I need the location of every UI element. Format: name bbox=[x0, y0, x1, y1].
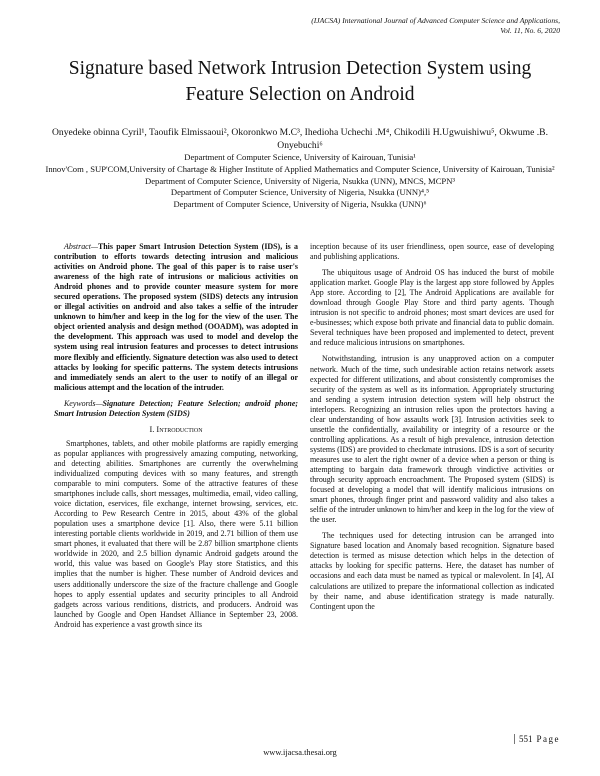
page-number-value: 551 bbox=[519, 734, 533, 744]
affiliations bbox=[34, 152, 566, 211]
left-column bbox=[54, 242, 298, 636]
affiliation-5: Department of Computer Science, University of Nigeria, Nsukka (UNN)⁶ bbox=[173, 199, 427, 210]
keywords-text: Signature Detection; Feature Selection; android phone; Smart Intrusion Detection System (SIDS) bbox=[54, 398, 298, 418]
intro-paragraph-4: The techniques used for detecting intrusion can be arranged into Signature based location and Anomaly based recognition. Signature based detection is termed as misuse detection which helps in the detection of attacks by looking for specific patterns. Here, the dataset has number of occasions and each data must be named as typical or malevolent. In [4], AI calculations are utilized to prepare the informational collection as indicated by their name, and abuse identification strategy is made naturally. Contingent upon the bbox=[310, 531, 554, 611]
abstract bbox=[54, 242, 298, 393]
journal-header-line1: (IJACSA) International Journal of Advanced Computer Science and Applications, bbox=[311, 16, 560, 25]
affiliation-2: Innov'Com , SUP'COM,University of Chartage & Higher Institute of Applied Mathematics and Computer Science, University of Kairouan, Tunisia² bbox=[45, 163, 555, 174]
affiliation-4: Department of Computer Science, University of Nigeria, Nsukka (UNN)⁴,⁵ bbox=[170, 187, 430, 198]
intro-paragraph-1-continued: inception because of its user friendliness, open source, ease of developing and publishing applications. bbox=[310, 242, 554, 262]
abstract-text: This paper Smart Intrusion Detection System (IDS), is a contribution to efforts towards detecting intrusion and malicious activities on Android phone. The goal of this paper is to raise user's awareness of the high rate of intrusions or malicious activities on Android phones and to provide counter measure system for more secured operations. The proposed system (SIDS) detects any intrusion or illegal activities on android and also takes a selfie of the intruder unknown to him/her and keep in the log for the view of the user. The object oriented analysis and design method (OOADM), was adopted in the development. This approach was used to model and develop the system using real intrusion features and processes to detect intrusions more flexibly and efficiently. Signature detection was also used to detect attacks by looking for specific patterns. The system detects intrusions and immediately sends an alert to the user to notify of an illegal or malicious attempt and the location of the intruder. bbox=[54, 242, 298, 392]
page-word: Page bbox=[536, 734, 560, 744]
section-heading-introduction: I. Introduction bbox=[149, 424, 203, 434]
author-list: Onyedeke obinna Cyril¹, Taoufik Elmissaoui², Okoronkwo M.C³, Ihedioha Uchechi .M⁴, Chikodili H.Ugwuishiwu⁵, Okwume .B. Onyebuchi⁶ bbox=[52, 127, 548, 151]
intro-paragraph-1: Smartphones, tablets, and other mobile platforms are rapidly emerging as popular appliances with progressively amazing computing, networking, and detecting abilities. Smartphones are currently the overwhelming individualized computing devices with so many features, and strength comparable to mini computers. Some of the attractive features of these smartphones include calls, short messages, multimedia, email, video calling, voice dictation, eservices, file exchange, internet browsing, services, etc. According to Pew Research Centre in 2015, about 43% of the global population uses a smartphone device [1]. Also, there were 5.11 billion interesting portable clients worldwide in 2019, and 2.71 billion of them use smart phones, it evaluated that there will be 2.87 billion smartphone clients worldwide in 2020, and 2.5 billion dynamic Android gadgets around the world, this value was based on Google's Play store Statistics, and this implies that the number is higher. These number of Android devices and users additionally underscore the size of the fracture challenge and Google hopes to apply essential updates and security principles to all Android gadgets across various renditions, districts, and producers. Android was launched by Google and Open Handset Alliance in September 23, 2008. Android has experience a vast growth since its bbox=[54, 438, 298, 629]
journal-url[interactable]: www.ijacsa.thesai.org bbox=[263, 748, 337, 757]
right-column bbox=[310, 242, 554, 618]
keywords bbox=[54, 399, 298, 419]
intro-paragraph-3: Notwithstanding, intrusion is any unapproved action on a computer network. Much of the time, such undesirable action retains network assets expected for different utilizations, and about consistently compromises the security of the system as well as its information. Appropriately structuring and sending a system intrusion detection system will help obstruct the interlopers. Recognizing an intrusion relies upon the protectors having a clear understanding of how assaults work [3]. Intrusion activities seek to unsettle the confidentially, availability or integrity of a resource or the controlling applications. As a result of high prevalence, intrusion detection systems (IDS) are provided to checkmate intrusions. IDS is a sort of security measures use to alert the right owner of a device when a person or thing is attempting to bargain data framework through vindictive activities or through security approach encroachment. The Proposed system (SIDS) is focused at developing a model that will identify malicious intrusions on smart phones, through finger print and password validity and also takes a selfie of the intruder unknown to him/her and keep in the log for the view of the user. bbox=[310, 354, 554, 525]
paper-title: Signature based Network Intrusion Detection System using Feature Selection on Android bbox=[68, 58, 532, 105]
abstract-label: Abstract— bbox=[64, 242, 98, 251]
affiliation-1: Department of Computer Science, University of Kairouan, Tunisia¹ bbox=[184, 152, 416, 162]
page-number bbox=[514, 734, 560, 744]
keywords-label: Keywords— bbox=[64, 398, 103, 408]
journal-header-line2: Vol. 11, No. 6, 2020 bbox=[500, 25, 560, 35]
journal-header bbox=[311, 16, 560, 35]
intro-paragraph-2: The ubiquitous usage of Android OS has induced the burst of mobile application market. Google Play is the largest app store followed by Apples App store. According to [2], The Android Applications are available for download through Google Play Store and third party agents. Though intrusion is not specific to android phones; most smart devices are used for e-businesses; which expose both private and financial data to public domain. Several techniques have been proposed and implemented to detect, prevent and reduce malicious intrusions on smartphones. bbox=[310, 268, 554, 348]
affiliation-3: Department of Computer Science, University of Nigeria, Nsukka (UNN), MNCS, MCPN³ bbox=[145, 175, 455, 186]
